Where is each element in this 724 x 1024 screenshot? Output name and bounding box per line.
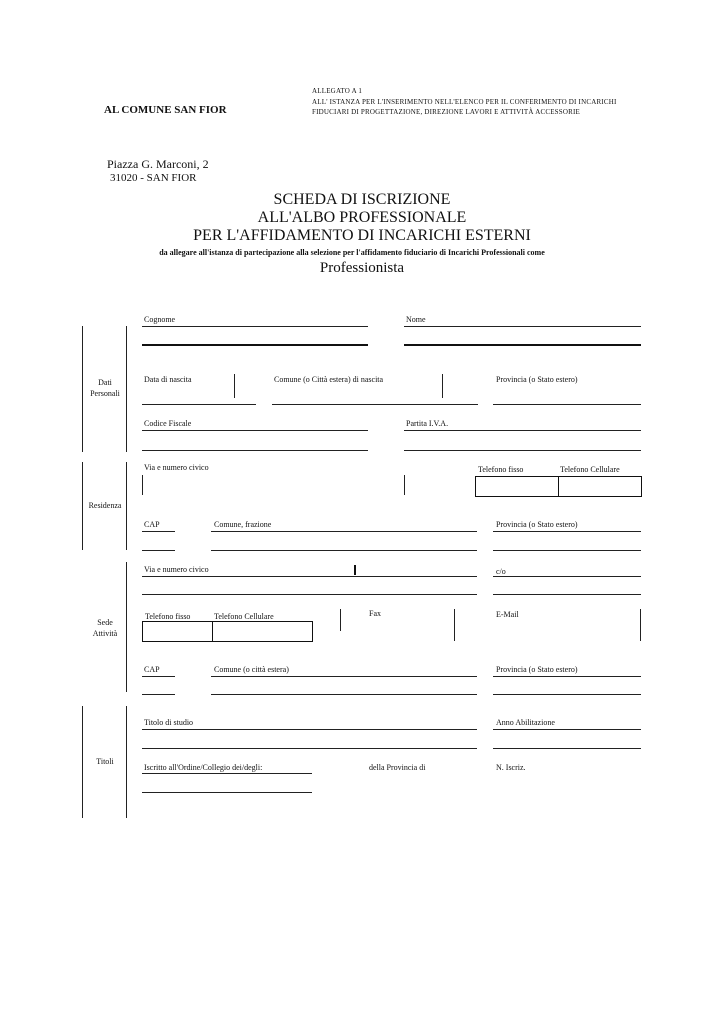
role-title: Professionista [319,260,405,276]
provincia-nascita-field[interactable] [493,404,641,405]
sede-comune-field[interactable] [211,694,477,695]
cognome-label: Cognome [144,315,176,324]
comune-nascita-field[interactable] [272,404,478,405]
residenza-tel-cell-field[interactable] [558,476,642,497]
sede-via-field[interactable] [142,594,477,595]
sede-tel-cell-label: Telefono Cellulare [214,612,274,621]
codice-fiscale-underline [142,430,368,431]
sede-comune-label: Comune (o città estera) [214,665,289,674]
sede-comune-underline [211,676,477,677]
istanza-line-1: ALL' ISTANZA PER L'INSERIMENTO NELL'ELENCO PER IL CONFERIMENTO DI INCARICHI [312,98,617,106]
sede-email-divider [640,609,641,641]
anno-abilitazione-label: Anno Abilitazione [496,718,555,727]
bracket-dati-right [126,326,127,452]
data-nascita-field[interactable] [142,404,256,405]
sede-via-label: Via e numero civico [144,565,209,574]
nome-label: Nome [406,315,426,324]
bracket-titoli-left [82,706,83,818]
page-title-line-1: SCHEDA DI ISCRIZIONE [273,191,451,208]
residenza-tel-fisso-field[interactable] [475,476,559,497]
provincia-iscrizione-label: della Provincia di [369,763,426,772]
bracket-titoli-right [126,706,127,818]
sede-email-label: E-Mail [496,610,519,619]
residenza-tel-cell-label: Telefono Cellulare [560,465,620,474]
cognome-underline [142,326,368,327]
titolo-studio-underline [142,729,477,730]
residenza-via-right-divider [404,475,405,495]
anno-abilitazione-underline [493,729,641,730]
page-title-line-3: PER L'AFFIDAMENTO DI INCARICHI ESTERNI [193,227,531,244]
anno-abilitazione-field[interactable] [493,748,641,749]
page-subtitle: da allegare all'istanza di partecipazione alla selezione per l'affidamento fiduciario di Incarichi Professionali come [159,248,545,257]
bracket-dati-left [82,326,83,452]
nome-field[interactable] [404,344,641,346]
bracket-sede-right [126,562,127,692]
partita-iva-underline [404,430,641,431]
section-label-attivita: Attività [92,629,118,638]
titolo-studio-label: Titolo di studio [144,718,194,727]
partita-iva-label: Partita I.V.A. [406,419,449,428]
sede-co-field[interactable] [493,594,641,595]
page-title-line-2: ALL'ALBO PROFESSIONALE [257,209,467,226]
residenza-provincia-underline [493,531,641,532]
sede-via-marker [354,565,356,575]
comune-nascita-divider [442,374,443,398]
titolo-studio-field[interactable] [142,748,477,749]
address-line-2: 31020 - SAN FIOR [110,172,197,184]
comune-nascita-label: Comune (o Città estera) di nascita [274,375,384,384]
sede-tel-fisso-label: Telefono fisso [145,612,191,621]
allegato-label: ALLEGATO A 1 [312,87,363,95]
provincia-nascita-label: Provincia (o Stato estero) [496,375,578,384]
sede-provincia-underline [493,676,641,677]
iscritto-ordine-field[interactable] [142,792,312,793]
residenza-tel-fisso-label: Telefono fisso [478,465,524,474]
codice-fiscale-label: Codice Fiscale [144,419,192,428]
bracket-residenza-right [126,462,127,550]
section-label-titoli: Titoli [96,757,114,766]
sede-co-underline [493,576,641,577]
address-line-1: Piazza G. Marconi, 2 [107,157,209,171]
sede-provincia-field[interactable] [493,694,641,695]
residenza-cap-label: CAP [144,520,160,529]
numero-iscrizione-label: N. Iscriz. [496,763,526,772]
section-label-personali: Personali [90,389,120,398]
residenza-provincia-label: Provincia (o Stato estero) [496,520,578,529]
data-nascita-label: Data di nascita [144,375,192,384]
section-label-residenza: Residenza [88,501,122,510]
sede-cap-label: CAP [144,665,160,674]
residenza-cap-field[interactable] [142,550,175,551]
sede-cap-underline [142,676,175,677]
sede-tel-fisso-field[interactable] [142,621,213,642]
bracket-residenza-left [82,462,83,550]
istanza-line-2: FIDUCIARI DI PROGETTAZIONE, DIREZIONE LAVORI E ATTIVITÀ ACCESSORIE [312,108,580,116]
iscritto-ordine-label: Iscritto all'Ordine/Collegio dei/degli: [144,763,263,772]
recipient: AL COMUNE SAN FIOR [104,104,227,116]
residenza-via-left-divider[interactable] [142,475,143,495]
residenza-provincia-field[interactable] [493,550,641,551]
nome-underline [404,326,641,327]
cognome-field[interactable] [142,344,368,346]
residenza-via-label: Via e numero civico [144,463,209,472]
sede-provincia-label: Provincia (o Stato estero) [496,665,578,674]
codice-fiscale-field[interactable] [142,450,368,451]
sede-tel-cell-field[interactable] [212,621,313,642]
sede-co-label: c/o [496,567,506,576]
iscritto-ordine-underline [142,773,312,774]
sede-via-underline [142,576,477,577]
residenza-comune-label: Comune, frazione [214,520,272,529]
residenza-comune-underline [211,531,477,532]
sede-fax-divider-right [454,609,455,641]
sede-fax-label: Fax [369,609,381,618]
sede-fax-divider-left [340,609,341,631]
section-label-sede: Sede [97,618,113,627]
partita-iva-field[interactable] [404,450,641,451]
residenza-comune-field[interactable] [211,550,477,551]
sede-cap-field[interactable] [142,694,175,695]
residenza-cap-underline [142,531,175,532]
data-nascita-divider [234,374,235,398]
section-label-dati: Dati [98,378,112,387]
